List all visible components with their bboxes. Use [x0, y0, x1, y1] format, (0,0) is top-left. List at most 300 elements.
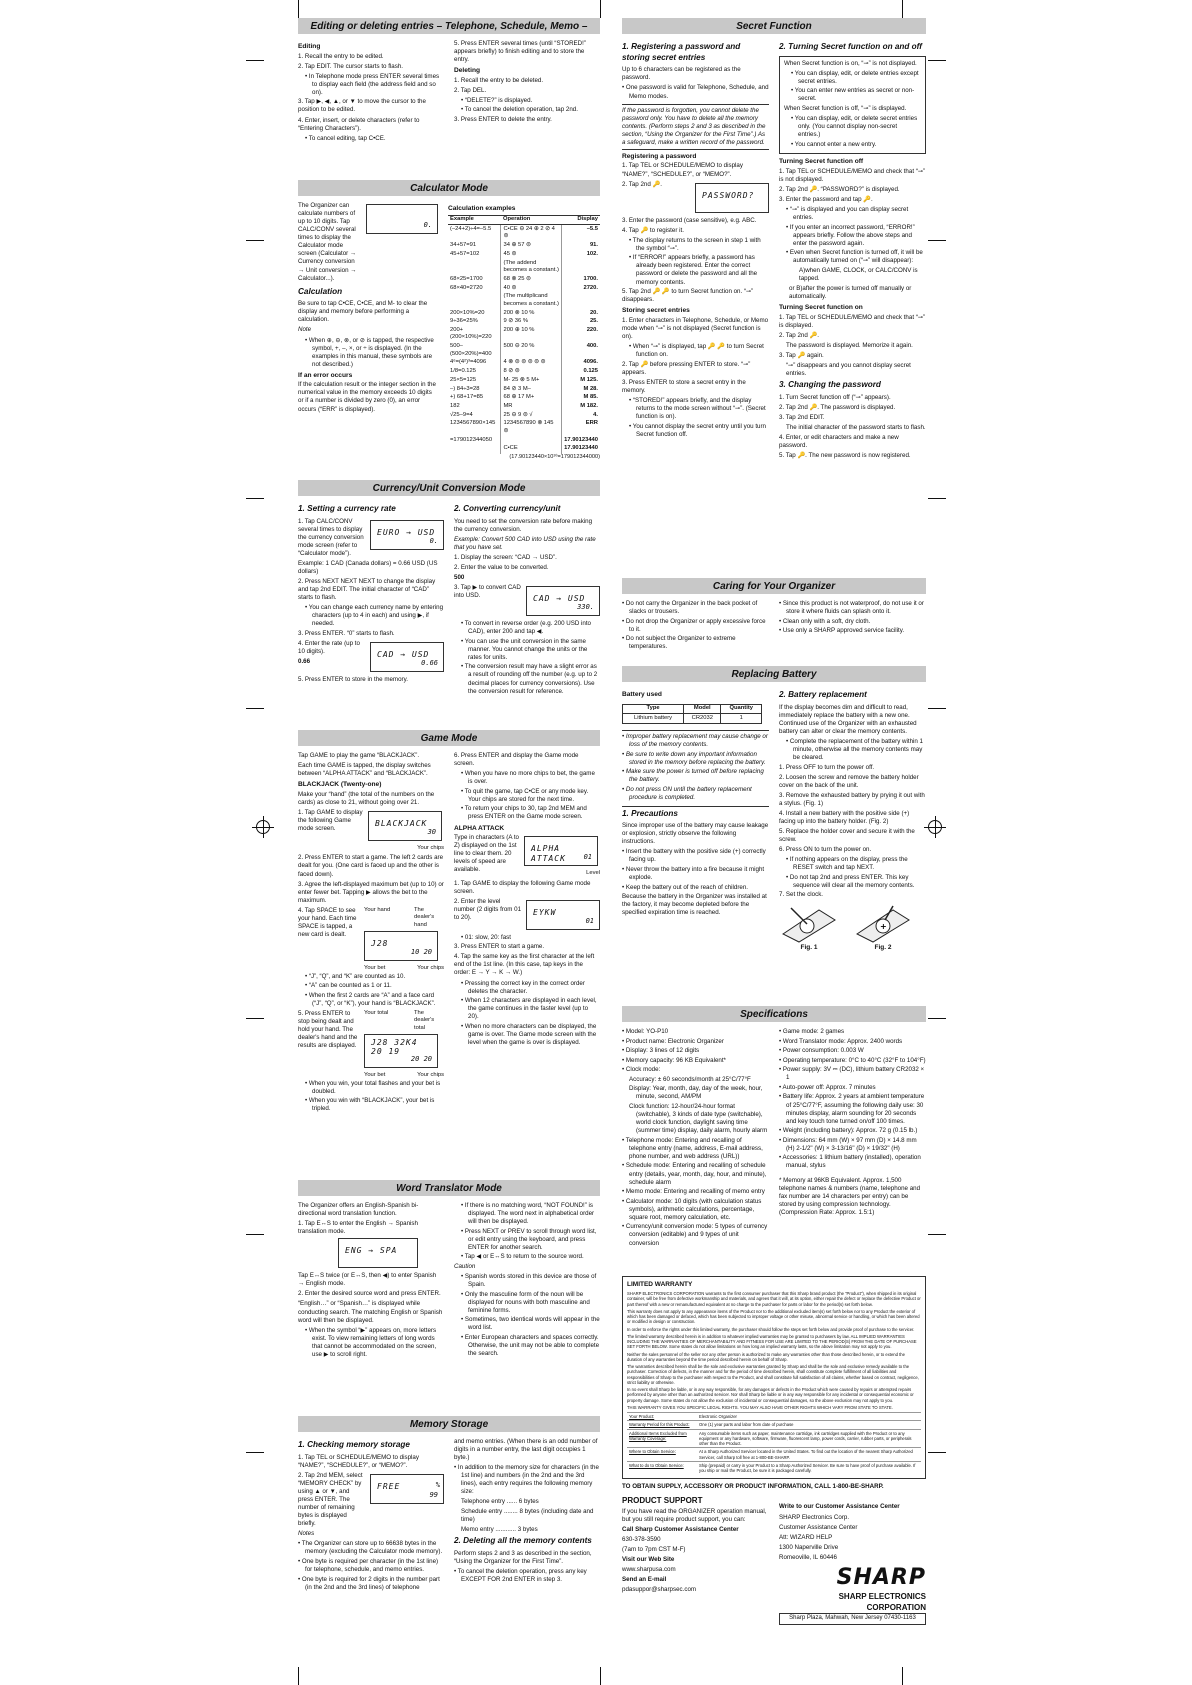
- table-row: [448, 250, 600, 259]
- spec-item: • Product name: Electronic Organizer: [622, 1037, 724, 1045]
- step: 4. Enter, insert, or delete characters (refer to “Entering Characters”).: [298, 116, 420, 132]
- bullet: • “STORED!” appears briefly, and the display returns to the mode screen without “⊸”. (Secret function is on).: [629, 396, 766, 420]
- table-cell: M 125.: [562, 376, 600, 385]
- table-cell: (–24+2)÷4=–5.5: [450, 225, 492, 232]
- paragraph: The warranties described herein shall be the sole and exclusive warranties granted by Sharp and shall be the sole and exclusive remedy available to the purchaser. Correction of defects, in the manner and for the period of time described herein, shall constitute complete fulfillment of all liabilities and responsibilities of Sharp to the purchaser with respect to the Product, and shall constitute full satisfaction of all claims, whether based on contract, negligence, strict liability or otherwise.: [627, 1364, 919, 1385]
- label: Your hand: [364, 906, 391, 913]
- paragraph: The Organizer offers an English-Spanish bi-directional word translation function.: [298, 1202, 419, 1218]
- table-cell: 25×5=125: [450, 376, 477, 383]
- paragraph: The password is displayed. Memorize it again.: [786, 342, 913, 350]
- table-cell: 200+(200×10%)=220: [450, 326, 492, 341]
- step: 5. Press ENTER to stop being dealt and hold your hand. The dealer's hand and the results are displayed.: [298, 1009, 358, 1049]
- crop-mark: [246, 60, 264, 61]
- bullet: • The conversion result may have a slight error as a result of rounding off the number (e.g. up to 2 decimal places for currency conversions). Use the conversion result for reference.: [461, 663, 598, 695]
- game-lcd: ALPHA ATTACK 01: [524, 836, 598, 866]
- warranty-title: LIMITED WARRANTY: [627, 1281, 693, 1288]
- table-cell: 4.: [562, 411, 600, 420]
- address-line: Romeoville, IL 60446: [779, 1553, 837, 1561]
- bullet: • To cancel editing, tap C•CE.: [305, 134, 386, 142]
- table-row: [627, 1461, 921, 1474]
- table-cell: 182: [450, 403, 460, 410]
- email-link[interactable]: pdasuppor@sharpsec.com: [622, 1586, 697, 1594]
- step: 3. Tap 🔑 again.: [779, 352, 824, 360]
- heading: BLACKJACK (Twenty-one): [298, 781, 382, 789]
- spec-item: • Clock mode:: [622, 1066, 661, 1074]
- step: 4. Tap the same key as the first character at the left end of the 1st line. (In this case, tap keys in the order: E → Y → K → W.): [454, 953, 595, 977]
- crop-mark: [298, 0, 299, 18]
- currency-lcd: EURO → USD 0.: [370, 520, 444, 550]
- table-row: [448, 259, 600, 275]
- table-cell: MR: [501, 402, 562, 411]
- bullet: • Pressing the correct key in the correct order deletes the character.: [461, 979, 585, 995]
- currency-section: [298, 480, 600, 730]
- bullet: • When the first 2 cards are “A” and a face card (“J”, “Q”, or “K”), your hand is “BLACKJACK”.: [305, 992, 436, 1008]
- heading: Deleting: [454, 67, 481, 75]
- bullet: • 01: slow, 20: fast: [461, 933, 511, 941]
- step: 1. Turn Secret function off (“⊸” appears).: [779, 393, 891, 401]
- section-title: Secret Function: [622, 18, 926, 34]
- column-header: Operation: [501, 215, 562, 225]
- crop-mark: [246, 1234, 264, 1235]
- step: 3. Enter the password and tap 🔑.: [779, 196, 873, 204]
- spec-item: Accuracy: ± 60 seconds/month at 25°C/77°F: [629, 1075, 751, 1083]
- table-cell: Additional Items Excluded from Warranty Coverage:: [627, 1429, 697, 1448]
- paragraph: Perform steps 2 and 3 as described in the section, “Using the Organizer for the First Time”.: [454, 1549, 592, 1565]
- value: Telephone entry ...... 6 bytes: [461, 1497, 539, 1505]
- paragraph: THIS WARRANTY GIVES YOU SPECIFIC LEGAL RIGHTS. YOU MAY ALSO HAVE OTHER RIGHTS WHICH VARY FROM STATE TO STATE.: [627, 1404, 893, 1410]
- bullet: • Sometimes, two identical words will appear in the word list.: [461, 1316, 600, 1332]
- heading: Write to our Customer Assistance Center: [779, 1503, 900, 1511]
- step: 1. Recall the entry to be deleted.: [454, 76, 544, 84]
- step: 2. Enter the level number (2 digits from 01 to 20).: [454, 897, 522, 921]
- example: Example: 1 CAD (Canada dollars) = 0.66 USD (US dollars): [298, 559, 438, 576]
- table-cell: M‑ 25 ⊗ 5 M+: [501, 376, 562, 385]
- table-row: [448, 420, 600, 436]
- section-title: Game Mode: [298, 730, 600, 746]
- step: 5. Replace the holder cover and secure it with the screw.: [779, 828, 915, 844]
- step: 6. Press ON to turn the power on.: [779, 846, 872, 854]
- bullet: • Insert the battery with the positive side (+) correctly facing up.: [622, 848, 766, 864]
- registration-mark: [928, 820, 942, 834]
- table-row: [448, 359, 600, 368]
- bullet: • To cancel the deletion operation, tap 2nd.: [461, 106, 578, 114]
- crop-mark: [246, 498, 264, 499]
- step: 2. Tap 🔑 before pressing ENTER to store. “⊸” appears.: [622, 360, 751, 376]
- password-lcd: PASSWORD?: [695, 183, 769, 213]
- svg-text:+: +: [880, 921, 887, 931]
- bullet: • When “⊸” is displayed, tap 🔑 🔑 to turn Secret function on.: [629, 342, 764, 358]
- heading: 2. Battery replacement: [779, 690, 867, 699]
- step: 3. Agree the left-displayed maximum bet (up to 10) or enter fewer bet. Tapping ▶ allows the bet to the maximum.: [298, 880, 444, 904]
- game-lcd: J28 10 20: [364, 931, 438, 961]
- table-row: [448, 376, 600, 385]
- table-cell: (The addend becomes a constant.): [501, 259, 562, 275]
- bullet: • You cannot display the secret entry until you turn Secret function off.: [629, 422, 766, 438]
- step: 1. Tap TEL or SCHEDULE/MEMO to display “NAME?”, “SCHEDULE?”, or “MEMO?”.: [622, 162, 743, 178]
- bullet: • When 12 characters are displayed in each level, the game continues in the faster level (up to 20).: [461, 997, 597, 1021]
- table-cell: –5.5: [562, 225, 600, 242]
- step: 2. Press ENTER to start a game. The left 2 cards are dealt for you. (One card is faced up and the other is faced down).: [298, 854, 444, 878]
- table-cell: +) 68+17=85: [450, 394, 484, 401]
- memory-lcd: FREE % 99: [370, 1474, 444, 1504]
- table-cell: 220.: [562, 326, 600, 342]
- bullet: • Do not carry the Organizer in the back pocket of slacks or trousers.: [622, 600, 758, 616]
- table-cell: Lithium battery: [623, 714, 684, 724]
- heading: Send an E-mail: [622, 1576, 667, 1584]
- bullet: • You can display, edit, or delete secret entries only. (You cannot display non-secret entries.): [791, 115, 918, 139]
- bullet: • Do not tap 2nd and press ENTER. This key sequence will clear all the memory contents.: [786, 873, 915, 889]
- bullet: • Do not subject the Organizer to extreme temperatures.: [622, 635, 736, 651]
- step: 1. Tap E↔S to enter the English → Spanish translation mode.: [298, 1220, 418, 1236]
- table-cell: 25 ⊖ 9 ⊜ √: [501, 411, 562, 420]
- table-row: [448, 318, 600, 327]
- step: 4. Enter, or edit characters and make a new password.: [779, 434, 899, 450]
- table-row: [448, 309, 600, 318]
- table-cell: Where to Obtain Service:: [627, 1448, 697, 1462]
- product-support: [622, 1483, 926, 1625]
- heading: Storing secret entries: [622, 307, 690, 315]
- table-cell: C•CE: [501, 445, 562, 454]
- table-cell: Warranty Period for this Product:: [627, 1421, 697, 1429]
- bullet: • “DELETE?” is displayed.: [461, 96, 533, 104]
- step: 2. Press NEXT NEXT NEXT to change the display and tap 2nd EDIT. The initial character of “CAD” starts to flash.: [298, 578, 436, 602]
- spec-item: • Schedule mode: Entering and recalling of schedule entry (details, year, month, day, hour, and minute), schedule alarm: [622, 1162, 767, 1186]
- paragraph: Because the battery in the Organizer was installed at the factory, it may become depleted before the specified expiration time is reached.: [622, 893, 767, 917]
- table-cell: 91.: [562, 242, 600, 251]
- step: 1. Display the screen: “CAD → USD”.: [454, 553, 557, 561]
- spec-item: • Auto-power off: Approx. 7 minutes: [779, 1083, 876, 1091]
- table-cell: 200×10%=20: [450, 309, 485, 316]
- heading: Call Sharp Customer Assistance Center: [622, 1525, 739, 1533]
- game-lcd: BLACKJACK 30: [368, 811, 442, 841]
- label: Your bet: [364, 965, 386, 972]
- step: 3. Press ENTER. “0” starts to flash.: [298, 629, 395, 637]
- table-row: [448, 402, 600, 411]
- column-header: Example: [448, 215, 501, 225]
- value: Memo entry ............ 3 bytes: [461, 1526, 538, 1534]
- step: 5. Tap 2nd 🔑 🔑 to turn Secret function on. “⊸” disappears.: [622, 288, 754, 304]
- section-title: Word Translator Mode: [298, 1180, 600, 1196]
- bullet: • When the symbol “▶” appears on, more letters exist. To view remaining letters of long words that cannot be accommodated on the screen, use ▶ to scroll right.: [305, 1326, 437, 1358]
- table-cell: 20.: [562, 309, 600, 318]
- step: 2. Tap DEL.: [454, 86, 487, 94]
- bullet: • Clean only with a soft, dry cloth.: [779, 617, 871, 625]
- footnote: (17.90123440×10¹⁰=179012344000): [509, 453, 600, 460]
- step: 5. Press ENTER to store in the memory.: [298, 676, 408, 684]
- heading: Registering a password: [622, 152, 697, 160]
- heading: Turning Secret function off: [779, 158, 864, 166]
- table-cell: Any consumable items such as paper, maintenance cartridge, ink cartridges supplied with the Product or to any equipment or any hardware, software, firmware, fluorescent lamp, power cords, carrier, rubber parts, or peripherals other than the Product.: [697, 1429, 921, 1448]
- paragraph: The Organizer can calculate numbers of up to 10 digits. Tap CALC/CONV several times to display the Calculator mode screen (Calculator → Currency conversion → Unit conversion → Calculator...).: [298, 202, 357, 282]
- step: 3. Tap 2nd EDIT.: [779, 414, 825, 422]
- bullet: • If there is no matching word, “NOT FOUND!” is displayed. The word next in alphabetical order will then be displayed.: [461, 1202, 595, 1226]
- value: 500: [454, 574, 465, 582]
- bullet: • When you have no more chips to bet, the game is over.: [461, 770, 595, 786]
- web-link[interactable]: www.sharpusa.com: [622, 1566, 676, 1574]
- bullet: • In addition to the memory size for characters (in the 1st line) and numbers (in the 2nd and the 3rd lines), each entry requires the following memory size:: [454, 1464, 599, 1496]
- table-cell: 1234567890×145: [450, 420, 496, 427]
- specifications-section: [622, 1006, 926, 1276]
- table-cell: (The multiplicand becomes a constant.): [501, 293, 562, 309]
- address-line: 1300 Naperville Drive: [779, 1543, 839, 1551]
- heading: ALPHA ATTACK: [454, 824, 505, 832]
- step: 2. Tap 2nd 🔑.: [779, 331, 819, 339]
- step: 6. Press ENTER and display the Game mode screen.: [454, 752, 579, 768]
- label: Level: [586, 870, 600, 877]
- bullet: • “A” can be counted as 1 or 11.: [305, 982, 392, 990]
- table-row: [448, 343, 600, 359]
- step: 2. Enter the desired source word and press ENTER.: [298, 1290, 441, 1298]
- battery-install-illustration: [853, 904, 913, 944]
- bullet: • You can display, edit, or delete entries except secret entries.: [791, 69, 919, 85]
- paragraph: When Secret function is on, “⊸” is not displayed.: [784, 59, 917, 67]
- bullet: • If nothing appears on the display, press the RESET switch and tap NEXT.: [786, 856, 908, 872]
- table-row: [448, 284, 600, 293]
- table-cell: 1700.: [562, 275, 600, 284]
- table-cell: 45 ⊜: [501, 250, 562, 259]
- spec-item: • Battery life: Approx. 2 years at ambient temperature of 25°C/77°F, assuming the following daily use: 30 minutes display, alarm sounding for 20 seconds and key touch tone turned on/off 100 times.: [779, 1093, 925, 1125]
- step: 2. Enter the value to be converted.: [454, 563, 549, 571]
- table-cell: ERR: [562, 420, 600, 436]
- hours: (7am to 7pm CST M-F): [622, 1546, 686, 1554]
- paragraph: Tap E↔S twice (or E↔S, then ◀) to enter Spanish → English mode.: [298, 1272, 437, 1288]
- step: 2. Tap 2nd 🔑. “PASSWORD?” is displayed.: [779, 185, 900, 193]
- section-title: Caring for Your Organizer: [622, 578, 926, 594]
- crop-mark: [928, 240, 946, 241]
- table-cell: 9÷36=25%: [450, 318, 478, 325]
- table-cell: 17.90123440: [562, 436, 600, 445]
- spec-item: • Accessories: 1 lithium battery (installed), operation manual, stylus: [779, 1154, 921, 1170]
- table-cell: Ship (prepaid) or carry in your Product to a Sharp Authorized Servicer. Be sure to have proof of purchase available. If you ship or mail the Product, be sure it is packaged carefully.: [697, 1461, 921, 1474]
- figure-2: + Fig. 2: [853, 904, 913, 952]
- paragraph: You need to set the conversion rate before making the currency conversion.: [454, 517, 593, 533]
- paragraph: Up to 6 characters can be registered as the password.: [622, 66, 741, 82]
- spec-item: • Memory capacity: 96 KB Equivalent*: [622, 1056, 726, 1064]
- label: Your chips: [417, 844, 444, 851]
- column-header: Type: [623, 704, 684, 714]
- right-column: [622, 18, 926, 1625]
- table-cell: M 28.: [562, 385, 600, 394]
- crop-mark: [928, 1018, 946, 1019]
- paragraph: In order to enforce the rights under this limited warranty, the purchaser should follow the steps set forth below and provide proof of purchase to the servicer.: [627, 1326, 915, 1332]
- table-cell: What to do to Obtain Service:: [627, 1461, 697, 1474]
- bullet: • When ⊕, ⊖, ⊗, or ⊘ is tapped, the respective symbol, +, –, ×, or ÷ is displayed. (In the examples in this manual, these symbols are not described.): [305, 336, 434, 368]
- table-cell: Your Product:: [627, 1413, 697, 1421]
- warranty-table: [627, 1412, 921, 1474]
- step: 1. Recall the entry to be edited.: [298, 52, 384, 60]
- paragraph: In no event shall Sharp be liable, or in any way responsible, for any damages or defects in the Product which were caused by repairs or attempted repairs performed by anyone other than an authorized servicer. Nor shall Sharp be liable or in any way responsible for any incidental or consequential economic or property damage. Some states do not allow the exclusion of incidental or consequential damages, so the above exclusion may not apply to you.: [627, 1387, 914, 1403]
- crop-mark: [246, 1452, 264, 1453]
- bullet: • If “ERROR!” appears briefly, a password has already been registered. Enter the correct password or delete the password and all the memory contents.: [629, 254, 758, 286]
- table-cell: 2720.: [562, 284, 600, 293]
- table-cell: 34 ⊕ 57 ⊜: [501, 242, 562, 251]
- battery-table: [622, 704, 762, 724]
- bullet: • One byte is required per character (in the 1st line) for telephone, schedule, and memo entries.: [298, 1557, 439, 1573]
- table-cell: 68×25=1700: [450, 275, 483, 282]
- paragraph: This warranty does not apply to any appearance items of the Product nor to the additional excluded item(s) set forth below nor to any Product the exterior of which has been damaged or defaced, which has been subjected to improper voltage or other misuse, abnormal service or handling, or which has been altered or modified in design or construction.: [627, 1308, 920, 1325]
- table-cell: [501, 436, 562, 445]
- paragraph: SHARP ELECTRONICS CORPORATION warrants to the first consumer purchaser that this Sharp brand product (the “Product”), when shipped in its original container, will be free from defective workmanship and materials, and agrees that it will, at its option, either repair the defect or replace the defective Product or part thereof with a new or remanufactured equivalent at no charge to the purchaser for parts or labor for the period(s) set forth below.: [627, 1291, 921, 1307]
- paragraph: If the calculation result or the integer section in the numerical value in the memory exceeds 10 digits or if a number is divided by zero (0), an error occurs (“ERR” is displayed).: [298, 381, 436, 413]
- paragraph: A)when GAME, CLOCK, or CALC/CONV is tapped.: [799, 267, 918, 283]
- step: 3. Tap ▶, ◀, ▲, or ▼ to move the cursor to the position to be edited.: [298, 98, 426, 114]
- bullet: • Press NEXT or PREV to scroll through word list, or edit entry using the keyboard, and press ENTER for another search.: [461, 1227, 597, 1251]
- paragraph: When Secret function is off, “⊸” is displayed.: [784, 104, 907, 112]
- paragraph: The limited warranty described herein is in addition to whatever implied warranties may be granted to purchasers by law. ALL IMPLIED WARRANTIES INCLUDING THE WARRANTIES OF MERCHANTABILITY AND FITNESS FOR USE ARE LIMITED TO THE PERIOD(S) FROM THE DATE OF PURCHASE SET FORTH BELOW. Some states do not allow limitations on how long an implied warranty lasts, so the above limitation may not apply to you.: [627, 1333, 917, 1350]
- step: 5. Tap 🔑. The new password is now registered.: [779, 452, 911, 460]
- column-header: Model: [684, 704, 721, 714]
- step: 2. Tap 2nd 🔑. The password is displayed.: [779, 404, 896, 411]
- caring-section: [622, 578, 926, 666]
- spec-item: • Calculator mode: 10 digits (with calculation status symbols), arithmetic calculations, percentage, square root, memory calculation, etc.: [622, 1197, 762, 1221]
- translator-lcd: ENG → SPA: [338, 1238, 418, 1268]
- table-cell: 84 ⊘ 3 M–: [501, 385, 562, 394]
- bullet: • You can use the unit conversion in the same manner. You cannot change the units or the rates for units.: [461, 637, 588, 661]
- spec-item: • Power supply: 3V ⎓ (DC), lithium battery CR2032 × 1: [779, 1066, 925, 1082]
- game-section: [298, 730, 600, 1180]
- heading: 1. Checking memory storage: [298, 1440, 410, 1449]
- heading: Caution: [454, 1262, 476, 1270]
- spec-item: • Memo mode: Entering and recalling of memo entry: [622, 1188, 765, 1196]
- paragraph: Each time GAME is tapped, the display switches between “ALPHA ATTACK” and “BLACKJACK”.: [298, 762, 431, 778]
- game-lcd: J28 32K4 20 19 20 20: [364, 1034, 438, 1068]
- spec-item: • Power consumption: 0.003 W: [779, 1047, 864, 1055]
- table-row: [448, 368, 600, 377]
- table-cell: –) 84÷3=28: [450, 385, 480, 392]
- bullet: • The Organizer can store up to 66638 bytes in the memory (excluding the Calculator mode memory).: [298, 1540, 443, 1556]
- paragraph: Be sure to tap C•CE, C•CE, and M‑ to clear the display and memory before performing a calculation.: [298, 300, 428, 324]
- table-cell: 25.: [562, 318, 600, 327]
- heading: Calculation: [298, 286, 343, 296]
- secret-status-box: [779, 56, 926, 155]
- bullet: • If you enter an incorrect password, “ERROR!” appears briefly. Follow the above steps and enter the password again.: [786, 223, 915, 247]
- calculator-section: [298, 180, 600, 480]
- word-translator-section: [298, 1180, 600, 1416]
- crop-mark: [298, 1667, 299, 1685]
- paragraph: Make your “hand” (the total of the numbers on the cards) as close to 21, without going over 21.: [298, 790, 435, 806]
- step: 1. Tap GAME to display the following Game mode screen.: [298, 808, 363, 832]
- step: 1. Tap TEL or SCHEDULE/MEMO and check that “⊸” is displayed.: [779, 313, 926, 329]
- address-line: Att: WIZARD HELP: [779, 1533, 833, 1541]
- figure-1: Fig. 1: [779, 904, 839, 952]
- step: 4. Install a new battery with the positive side (+) facing up into the battery holder. (Fig. 2): [779, 809, 910, 825]
- heading: Notes: [298, 1530, 315, 1538]
- crop-mark: [928, 60, 946, 61]
- spec-item: • Dimensions: 64 mm (W) × 97 mm (D) × 14.8 mm (H) 2-1/2" (W) × 3-13/16" (D) × 19/32" (H): [779, 1136, 917, 1152]
- table-cell: 200 ⊕ 10 %: [501, 326, 562, 342]
- paragraph: or B)after the power is turned off manually or automatically.: [789, 285, 912, 301]
- bullet: • In Telephone mode press ENTER several times to display each field (the address field and so on).: [305, 72, 440, 96]
- table-cell: 500–(500×20%)=400: [450, 343, 492, 357]
- crop-mark: [928, 1452, 946, 1453]
- paragraph: Tap GAME to play the game “BLACKJACK”.: [298, 752, 420, 759]
- memory-section: [298, 1416, 600, 1593]
- bullet: • Only the masculine form of the noun will be displayed for nouns with both masculine and feminine forms.: [461, 1290, 590, 1314]
- paragraph: “English…” or “Spanish…” is displayed while conducting search. The matching English or Spanish word will then be displayed.: [298, 1300, 443, 1324]
- warning: • Make sure the power is turned off before replacing the battery.: [622, 768, 764, 784]
- table-cell: 1234567890 ⊗ 145 ⊜: [501, 420, 562, 436]
- spec-item: • Word Translator mode: Approx. 2400 words: [779, 1037, 903, 1045]
- bullet: • Even when Secret function is turned off, it will be automatically turned on (“⊸” will disappear):: [786, 249, 923, 265]
- warning: • Be sure to write down any important information stored in the memory before replacing the battery.: [622, 750, 766, 766]
- table-row: [448, 242, 600, 251]
- sharp-logo: SHARP: [836, 1564, 926, 1590]
- table-row: [448, 275, 600, 284]
- step: 1. Tap GAME to display the following Game mode screen.: [454, 879, 591, 895]
- step: 2. Tap EDIT. The cursor starts to flash.: [298, 62, 403, 70]
- editing-section: [298, 18, 600, 180]
- address-line: SHARP Electronics Corp.: [779, 1513, 850, 1521]
- game-lcd: EYKW 01: [526, 900, 600, 930]
- crop-mark: [246, 1018, 264, 1019]
- bullet: • When you win with “BLACKJACK”, your bet is tripled.: [305, 1097, 435, 1113]
- table-cell: 68 ⊗ 25 ⊜: [501, 275, 562, 284]
- table-cell: M 182.: [562, 402, 600, 411]
- bullet: • Spanish words stored in this device are those of Spain.: [461, 1273, 597, 1289]
- table-cell: =179012344050: [450, 436, 493, 443]
- table-row: [448, 394, 600, 403]
- heading: PRODUCT SUPPORT: [622, 1496, 703, 1506]
- step: 3. Enter the password (case sensitive), e.g. ABC.: [622, 216, 757, 224]
- table-row: [448, 445, 600, 454]
- table-cell: 68×40=2720: [450, 284, 483, 291]
- paragraph: Type in characters (A to Z) displayed on the 1st line to clear them. 20 levels of speed are available.: [454, 834, 519, 874]
- table-cell: 0.125: [562, 368, 600, 377]
- crop-mark: [246, 708, 264, 709]
- table-row: [448, 293, 600, 309]
- heading: 1. Registering a password and storing secret entries: [622, 42, 741, 62]
- table-cell: 34+57=91: [450, 242, 477, 249]
- section-title: Specifications: [622, 1006, 926, 1022]
- step: 3. Press ENTER to start a game.: [454, 943, 545, 951]
- table-row: [627, 1413, 921, 1421]
- bullet: • Tap ◀ or E↔S to return to the source word.: [461, 1253, 584, 1261]
- bullet: • Use only a SHARP approved service facility.: [779, 627, 905, 635]
- spec-item: • Game mode: 2 games: [779, 1028, 845, 1035]
- table-cell: At a Sharp Authorized Servicer located in the United States. To find out the location of the nearest Sharp Authorized Servicer, call Sharp toll free at 1-800-BE-SHARP.: [697, 1448, 921, 1462]
- currency-lcd: CAD → USD 0.66: [370, 642, 444, 672]
- label: Your bet: [364, 1072, 386, 1079]
- table-cell: 400.: [562, 343, 600, 359]
- table-cell: 1/8=0.125: [450, 368, 476, 375]
- bullet: • Enter European characters and spaces correctly. Otherwise, the unit may not be able to complete the search.: [461, 1333, 600, 1358]
- paragraph: If you have read the ORGANIZER operation manual, but you still require product support, you can:: [622, 1507, 767, 1523]
- step: 4. Tap SPACE to see your hand. Each time SPACE is tapped, a new card is dealt.: [298, 906, 357, 938]
- value: 0.66: [298, 658, 311, 666]
- spec-item: Clock function: 12-hour/24-hour format (switchable), 3 kinds of date type (switchable), world clock function, daylight saving time (summer time) display, daily alarm, hourly alarm: [629, 1103, 768, 1135]
- step: 3. Tap ▶ to convert CAD into USD.: [454, 584, 521, 600]
- step: 4. Enter the rate (up to 10 digits).: [298, 640, 360, 656]
- value: Schedule entry ........ 8 bytes (including date and time): [461, 1508, 594, 1524]
- step: 3. Remove the exhausted battery by prying it out with a stylus. (Fig. 1): [779, 791, 925, 807]
- step: 5. Press ENTER several times (until “STORED!” appears briefly) to finish editing and to store the entry.: [454, 40, 586, 64]
- corporation-address: Sharp Plaza, Mahwah, New Jersey 07430-1163: [779, 1613, 926, 1625]
- column-header: Display: [562, 215, 600, 225]
- bullet: • One byte is required for 2 digits in the number part (in the 2nd and the 3rd lines) of telephone: [298, 1575, 440, 1591]
- spec-item: • Weight (including battery): Approx. 72 g (0.15 lb.): [779, 1127, 918, 1135]
- battery-section: [622, 666, 926, 1006]
- crop-mark: [928, 1234, 946, 1235]
- step: 3. Press ENTER to delete the entry.: [454, 116, 552, 123]
- step: 3. Press ENTER to store a secret entry in the memory.: [622, 378, 746, 394]
- bullet: • You can enter new entries as secret or non-secret.: [791, 87, 915, 103]
- paragraph: Neither the sales personnel of the seller nor any other person is authorized to make any warranties other than those described herein, or to extend the duration of any warranties beyond the time period described herein on behalf of Sharp.: [627, 1351, 905, 1362]
- spec-item: • Telephone mode: Entering and recalling of telephone entry (name, address, E-mail address, phone number, and web address (URL)): [622, 1136, 763, 1160]
- step: 1. Tap TEL or SCHEDULE/MEMO and check that “⊸” is not displayed.: [779, 167, 926, 183]
- crop-mark: [928, 708, 946, 709]
- registration-mark: [256, 820, 270, 834]
- label: Your total: [364, 1009, 389, 1016]
